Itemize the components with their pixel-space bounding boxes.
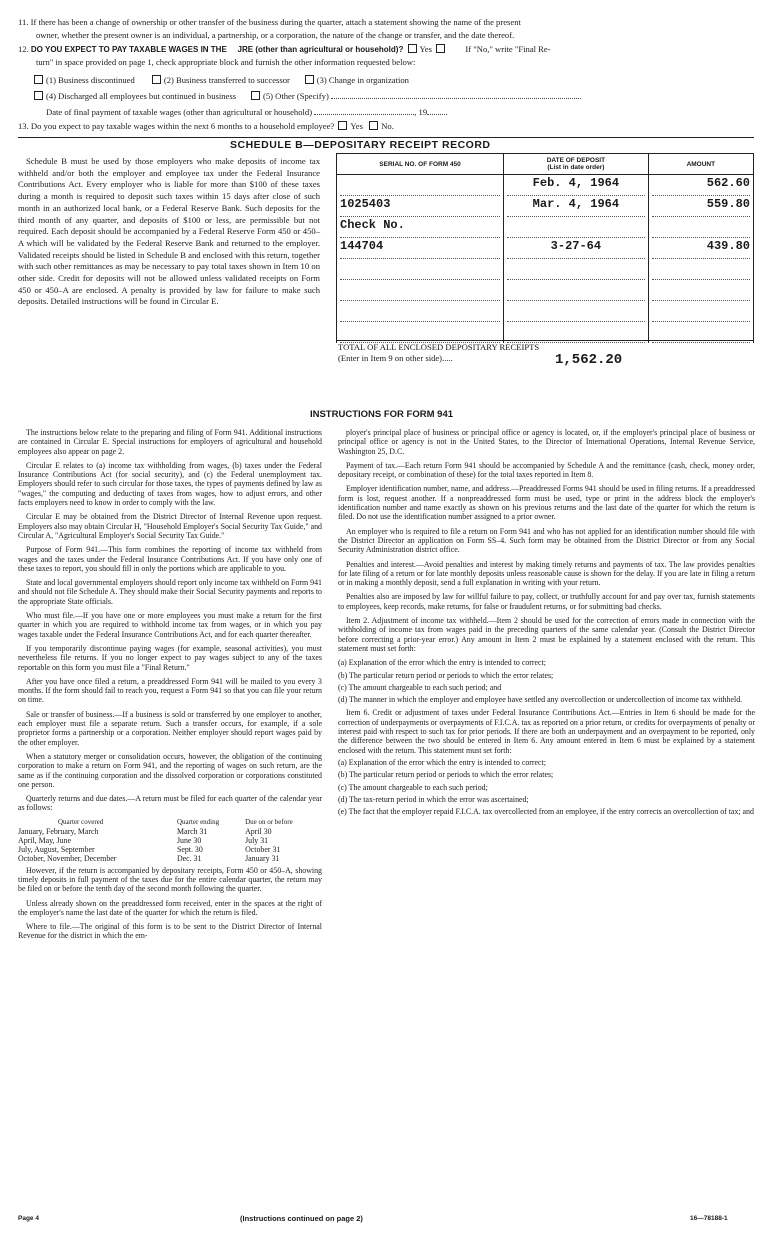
serial-cell-value [340, 302, 500, 322]
q13-number: 13. [18, 121, 29, 131]
continued-note: (Instructions continued on page 2) [240, 1214, 363, 1223]
quarter-cell: October, November, December [18, 853, 117, 863]
amount-cell-value: 559.80 [652, 197, 750, 217]
item6-list [338, 758, 755, 816]
amount-cell-value: 562.60 [652, 176, 750, 196]
opt3-checkbox[interactable] [305, 75, 314, 84]
opt5-specify-field[interactable] [331, 98, 581, 99]
instruction-paragraph: When a statutory merger or consolidation occurs, however, the obligation of the continuing corporation to make a return on Form 941, and the reporting of wages on such return, are the same as if the continuing corporation and the dissolved corporation or corporations constituted one person. [18, 751, 322, 789]
instruction-paragraph: Penalties and interest.—Avoid penalties and interest by making timely returns and payments of tax. The law provides penalties for late filing of a return or for late monthly deposits unless reasonable cause is shown for the delay. If you are late in filing a return or in making a monthly deposit, send a full explanation in writing with your return. [338, 559, 755, 588]
list-item: (d) The tax-return period in which the error was ascertained; [338, 794, 529, 804]
list-item: (a) Explanation of the error which the entry is intended to correct; [338, 658, 546, 668]
final-payment-year: , 19 [414, 107, 428, 117]
quarter-cell: April 30 [245, 826, 272, 836]
quarter-row [18, 836, 322, 845]
q11-number: 11. [18, 17, 29, 27]
quarter-cell: Dec. 31 [176, 853, 202, 863]
amount-cell-value [652, 302, 750, 322]
date-cell-value [507, 260, 645, 280]
deposit-table-header [337, 154, 754, 175]
q12-yes-label: Yes [419, 44, 433, 54]
quarter-header-ending: Quarter ending [176, 817, 220, 826]
instruction-paragraph: Quarterly returns and due dates.—A return must be filed for each quarter of the calendar year as follows: [18, 794, 322, 813]
amount-cell-value [652, 218, 750, 238]
q13-no-checkbox[interactable] [369, 121, 378, 130]
deposit-row [337, 280, 754, 301]
amount-cell-value [652, 281, 750, 301]
right-paragraphs [338, 428, 755, 653]
quarter-header-covered: Quarter covered [58, 817, 104, 826]
date-cell-value [507, 281, 645, 301]
date-header [504, 154, 649, 175]
instruction-paragraph: However, if the return is accompanied by depositary receipts, Form 450 or 450–A, showing timely deposits in full payment of the taxes due for the entire calendar quarter, the return may be filed on or before the tenth day of the second month following the quarter. [18, 865, 322, 894]
opt5-label: (5) Other (Specify) [262, 91, 329, 101]
serial-header: SERIAL NO. OF FORM 450 [337, 154, 504, 175]
instructions-left-column [18, 428, 322, 946]
opt4-checkbox[interactable] [34, 91, 43, 100]
deposit-row [337, 238, 754, 259]
quarter-header-due: Due on or before [245, 817, 293, 826]
left-paragraphs-2 [18, 866, 322, 941]
quarter-cell: October 31 [245, 844, 281, 854]
serial-cell-value [340, 260, 500, 280]
quarter-cell: July 31 [245, 835, 269, 845]
opt2-label: (2) Business transferred to successor [163, 75, 290, 85]
instruction-paragraph: Item 2. Adjustment of income tax withheld.—Item 2 should be used for the correction of errors made in connection with the withholding of income tax from wages paid in the preceding quarters of the same calendar year. (Consult the District Director before correcting a prior-year error.) Any amount in Item 2 must be explained by a statement enclosed with the return. This statement must set forth: [338, 616, 755, 653]
opt2-checkbox[interactable] [152, 75, 161, 84]
schedule-b-title: SCHEDULE B—DEPOSITARY RECEIPT RECORD [230, 139, 491, 151]
form-code: 16—78188-1 [690, 1215, 728, 1222]
instruction-paragraph: Employer identification number, name, and address.—Preaddressed Forms 941 should be used in filing returns. If a preaddressed form is lost, request another. If a nonpreaddressed form must be used, type or print in the address block the employer's identification number and name exactly as shown on his previous returns and the last date of the quarter for which the return is filed. Do not use the identification number assigned to a prior owner. [338, 484, 755, 522]
instruction-paragraph: ployer's principal place of business or principal office or agency is located, or, if the employer's principal place of business or principal office or agency is not in the United States, to the Director of International Operations, Internal Revenue Service, Washington 25, D.C. [338, 428, 755, 456]
quarter-row [18, 827, 322, 836]
instruction-paragraph: Circular E may be obtained from the District Director of Internal Revenue upon request. Employers also may obtain Circular H, "Household Employer's Social Security Tax Guide," and Circular A, "Agricultural Employer's Social Security Tax Guide." [18, 512, 322, 540]
instruction-paragraph: An employer who is required to file a return on Form 941 and who has not applied for an identification number should file with the District Director an application on Form SS–4. Such form may be obtained from the District Director or from any Social Security Administration district office. [338, 526, 755, 555]
q13-yes-label: Yes [350, 121, 363, 131]
date-cell-value: 3-27-64 [507, 239, 645, 259]
amount-cell[interactable] [648, 238, 753, 259]
amount-cell[interactable] [648, 196, 753, 217]
serial-cell-value [340, 281, 500, 301]
amount-header: AMOUNT [648, 154, 753, 175]
q13-yes-checkbox[interactable] [338, 121, 347, 130]
date-header-sub: (List in date order) [547, 164, 605, 171]
date-cell-value: Mar. 4, 1964 [507, 197, 645, 217]
instruction-paragraph: After you have once filed a return, a preaddressed Form 941 will be mailed to you every 3 months. If the form should fail to reach you, request a Form 941 so that you can file your return on time. [18, 676, 322, 705]
quarter-cell: January, February, March [18, 826, 99, 836]
q11-line2: owner, whether the present owner is an individual, a partnership, or a corporation, the nature of the change or transfer, and the date thereof. [36, 30, 515, 40]
instruction-paragraph: If you temporarily discontinue paying wages (for example, seasonal activities), you must nevertheless file returns. If you no longer expect to pay wages subject to any of the taxes reportable on this form you must file a "Final Return." [18, 643, 322, 672]
quarter-cell: June 30 [176, 835, 202, 845]
serial-cell-value: 1025403 [340, 197, 500, 217]
amount-cell[interactable] [648, 259, 753, 280]
quarter-cell: July, August, September [18, 844, 95, 854]
quarter-cell: March 31 [176, 826, 208, 836]
list-item: (c) The amount chargeable to each such period; [338, 782, 488, 792]
quarter-cell: Sept. 30 [176, 844, 203, 854]
list-item: (d) The manner in which the employer and employee have settled any overcollection or undercollection of income tax withheld. [338, 695, 743, 705]
q12-number: 12. [18, 44, 29, 54]
deposit-row [337, 217, 754, 238]
amount-cell-value [652, 260, 750, 280]
question-11 [18, 16, 521, 28]
serial-cell[interactable] [337, 196, 504, 217]
quarter-rows [18, 827, 322, 863]
list-item: (e) The fact that the employer repaid F.I.C.A. tax overcollected from an employee, if the entry corrects an overcollection of tax; and [338, 807, 754, 817]
deposit-row [337, 175, 754, 197]
question-12 [18, 43, 551, 56]
q12-options-row1 [32, 74, 409, 86]
total-label: TOTAL OF ALL ENCLOSED DEPOSITARY RECEIPTS (Enter in Item 9 on other side)..... [338, 342, 540, 363]
amount-cell[interactable] [648, 217, 753, 238]
q11-line1: If there has been a change of ownership or other transfer of the business during the quarter, attach a statement showing the name of the present [30, 17, 521, 27]
instruction-paragraph: Payment of tax.—Each return Form 941 should be accompanied by Schedule A and the remittance (cash, check, money order, depositary receipt, or combination of these) for the total taxes reported in Item 8. [338, 460, 755, 480]
serial-cell-value [340, 176, 500, 196]
q12-no-instruction: If "No," write "Final Re- [465, 44, 551, 54]
date-cell[interactable] [504, 238, 649, 259]
opt1-label: (1) Business discontinued [46, 75, 135, 85]
opt1-checkbox[interactable] [34, 75, 43, 84]
deposit-row [337, 301, 754, 322]
date-cell[interactable] [504, 196, 649, 217]
instruction-paragraph: Sale or transfer of business.—If a business is sold or transferred by one employer to another, each employer must file a separate return. Such a transfer occurs, for example, if a sole proprietor forms a partnership or a corporation. Neither employer should report wages paid by the other employer. [18, 709, 322, 747]
amount-cell[interactable] [648, 301, 753, 322]
deposit-row [337, 259, 754, 280]
instruction-paragraph: Where to file.—The original of this form is to be sent to the District Director of Internal Revenue for the district in which the em- [18, 922, 322, 941]
instructions-title: INSTRUCTIONS FOR FORM 941 [309, 409, 454, 420]
quarter-table-header [18, 818, 322, 827]
quarter-due-table [18, 818, 322, 863]
final-payment-field[interactable] [314, 114, 414, 115]
quarter-row [18, 854, 322, 863]
opt5-checkbox[interactable] [251, 91, 260, 100]
serial-cell[interactable] [337, 238, 504, 259]
deposit-rows [337, 175, 754, 344]
list-item: (c) The amount chargeable to each such period; and [338, 682, 502, 692]
amount-cell[interactable] [648, 175, 753, 197]
quarter-row [18, 845, 322, 854]
total-rule [336, 340, 754, 341]
serial-cell[interactable] [337, 259, 504, 280]
serial-cell-value: Check No. [340, 218, 500, 238]
left-paragraphs [18, 428, 322, 813]
opt4-label: (4) Discharged all employees but continued in business [46, 91, 237, 101]
instruction-paragraph: Unless already shown on the preaddressed form received, enter in the spaces at the right of the employer's name the last date of the quarter for which the return is filed. [18, 898, 322, 917]
q12-no-checkbox[interactable] [436, 44, 445, 53]
question-13 [18, 120, 394, 132]
serial-cell[interactable] [337, 280, 504, 301]
q13-no-label: No. [381, 121, 394, 131]
serial-cell[interactable] [337, 217, 504, 238]
q13-text: Do you expect to pay taxable wages within the next 6 months to a household employee? [30, 121, 335, 131]
deposit-row [337, 196, 754, 217]
instruction-paragraph: The instructions below relate to the preparing and filing of Form 941. Additional instructions are contained in Circular E. Special instructions for employers of agricultural and household employees also appear on page 2. [18, 428, 322, 456]
q12-question: DO YOU EXPECT TO PAY TAXABLE WAGES IN THE [30, 45, 227, 54]
instruction-paragraph: Purpose of Form 941.—This form combines the reporting of income tax withheld from wages and the taxes under the Federal Insurance Contributions Act. If you have only one of these taxes to report, you should fill in only the portions which are applicable to you. [18, 545, 322, 573]
date-cell-value [507, 302, 645, 322]
instruction-paragraph: Circular E relates to (a) income tax withholding from wages, (b) taxes under the Federal Insurance Contributions Act (for social security), and (c) the Federal unemployment tax. Employers should refer to such circular for those taxes, the types of payments defined by law as "wages," the computing and deducting of taxes from wages, how to adjust errors, and other facts employers need to know in order to comply with the law. [18, 460, 322, 508]
instruction-paragraph: Who must file.—If you have one or more employees you must make a return for the first quarter in which you are required to withhold income tax from wages, or in which you pay wages taxable under the Federal Insurance Contributions Act, and for each quarter thereafter. [18, 611, 322, 639]
list-item: (b) The particular return period or periods to which the error relates; [338, 670, 554, 680]
schedule-b-instructions: Schedule B must be used by those employers who make deposits of income tax withheld and/or both the employer and employee tax under the Federal Insurance Contributions Act. Every employer who is liable for more than $100 of these taxes during a month is required to deposit such taxes within 15 days after close of such month in an authorized local bank, or a Federal Reserve Bank. Such deposits for the third month of any quarter, and deposits of $100 or less, are permissible but not required. Each deposit should be accompanied by a Federal Reserve Form 450 or 450–A which will be validated by the Federal Reserve Bank and returned to the employer. Validated receipts should be listed in Schedule B and enclosed with this return, together with such other remittances as may be necessary to pay total taxes shown in Item 10 on other side. Credit for deposits will not be allowed unless validated receipts on Form 450 or 450–A are enclosed. A penalty is provided by law for failure to make such deposits. Detailed instructions will be found in Circular E. [18, 156, 320, 307]
date-cell-value: Feb. 4, 1964 [507, 176, 645, 196]
amount-cell-value: 439.80 [652, 239, 750, 259]
list-item: (b) The particular return period or periods to which the error relates; [338, 770, 554, 780]
list-item: (a) Explanation of the error which the entry is intended to correct; [338, 757, 546, 767]
date-cell[interactable] [504, 280, 649, 301]
instruction-paragraph: State and local governmental employers should report only income tax withheld on Form 941 and should not file Schedule A. They should make their Social Security payments and reports to the appropriate State officials. [18, 578, 322, 606]
final-payment-date [46, 106, 447, 118]
date-cell[interactable] [504, 175, 649, 197]
serial-cell[interactable] [337, 175, 504, 197]
q12-options-row2 [32, 90, 581, 102]
serial-cell[interactable] [337, 301, 504, 322]
q12-question-cont: JRE (other than agricultural or household)? [237, 45, 404, 54]
serial-cell-value: 144704 [340, 239, 500, 259]
instruction-paragraph: Penalties also are imposed by law for willful failure to pay, collect, or truthfully account for and pay over tax, furnish statements to employees, keep records, make returns, for false or fraudulent returns, or for submitting bad checks. [338, 592, 755, 611]
item2-list [338, 658, 755, 704]
final-payment-year-field[interactable] [427, 114, 447, 115]
final-payment-label: Date of final payment of taxable wages (other than agricultural or household) [46, 107, 313, 117]
page-number: Page 4 [18, 1215, 39, 1222]
q12-yes-checkbox[interactable] [408, 44, 417, 53]
quarter-cell: April, May, June [18, 835, 71, 845]
amount-cell[interactable] [648, 280, 753, 301]
depositary-receipt-table [336, 153, 754, 343]
opt3-label: (3) Change in organization [316, 75, 409, 85]
date-header-main: DATE OF DEPOSIT [546, 157, 606, 164]
total-value[interactable]: 1,562.20 [555, 352, 623, 368]
item6-paragraph: Item 6. Credit or adjustment of taxes under Federal Insurance Contributions Act.—Entries in Item 6 should be made for the correction of underpayments or overpayments of F.I.C.A. tax as reported on a prior return, or credits for overpayments of penalty or interest paid with respect to such tax for prior periods. If there are both an underpayment and an overpayment to be reported, only the difference between the two should be entered in Item 6. Any amount entered in Item 6 must be explained by a statement enclosed with the return. This statement must set forth: [338, 708, 755, 755]
q12-line2: turn" in space provided on page 1, check appropriate block and furnish the other information requested below: [36, 57, 416, 67]
date-cell-value [507, 218, 645, 238]
quarter-cell: January 31 [245, 853, 280, 863]
date-cell[interactable] [504, 301, 649, 322]
date-cell[interactable] [504, 259, 649, 280]
instructions-right-column [338, 428, 755, 819]
date-cell[interactable] [504, 217, 649, 238]
schedule-b-rule [18, 137, 754, 138]
